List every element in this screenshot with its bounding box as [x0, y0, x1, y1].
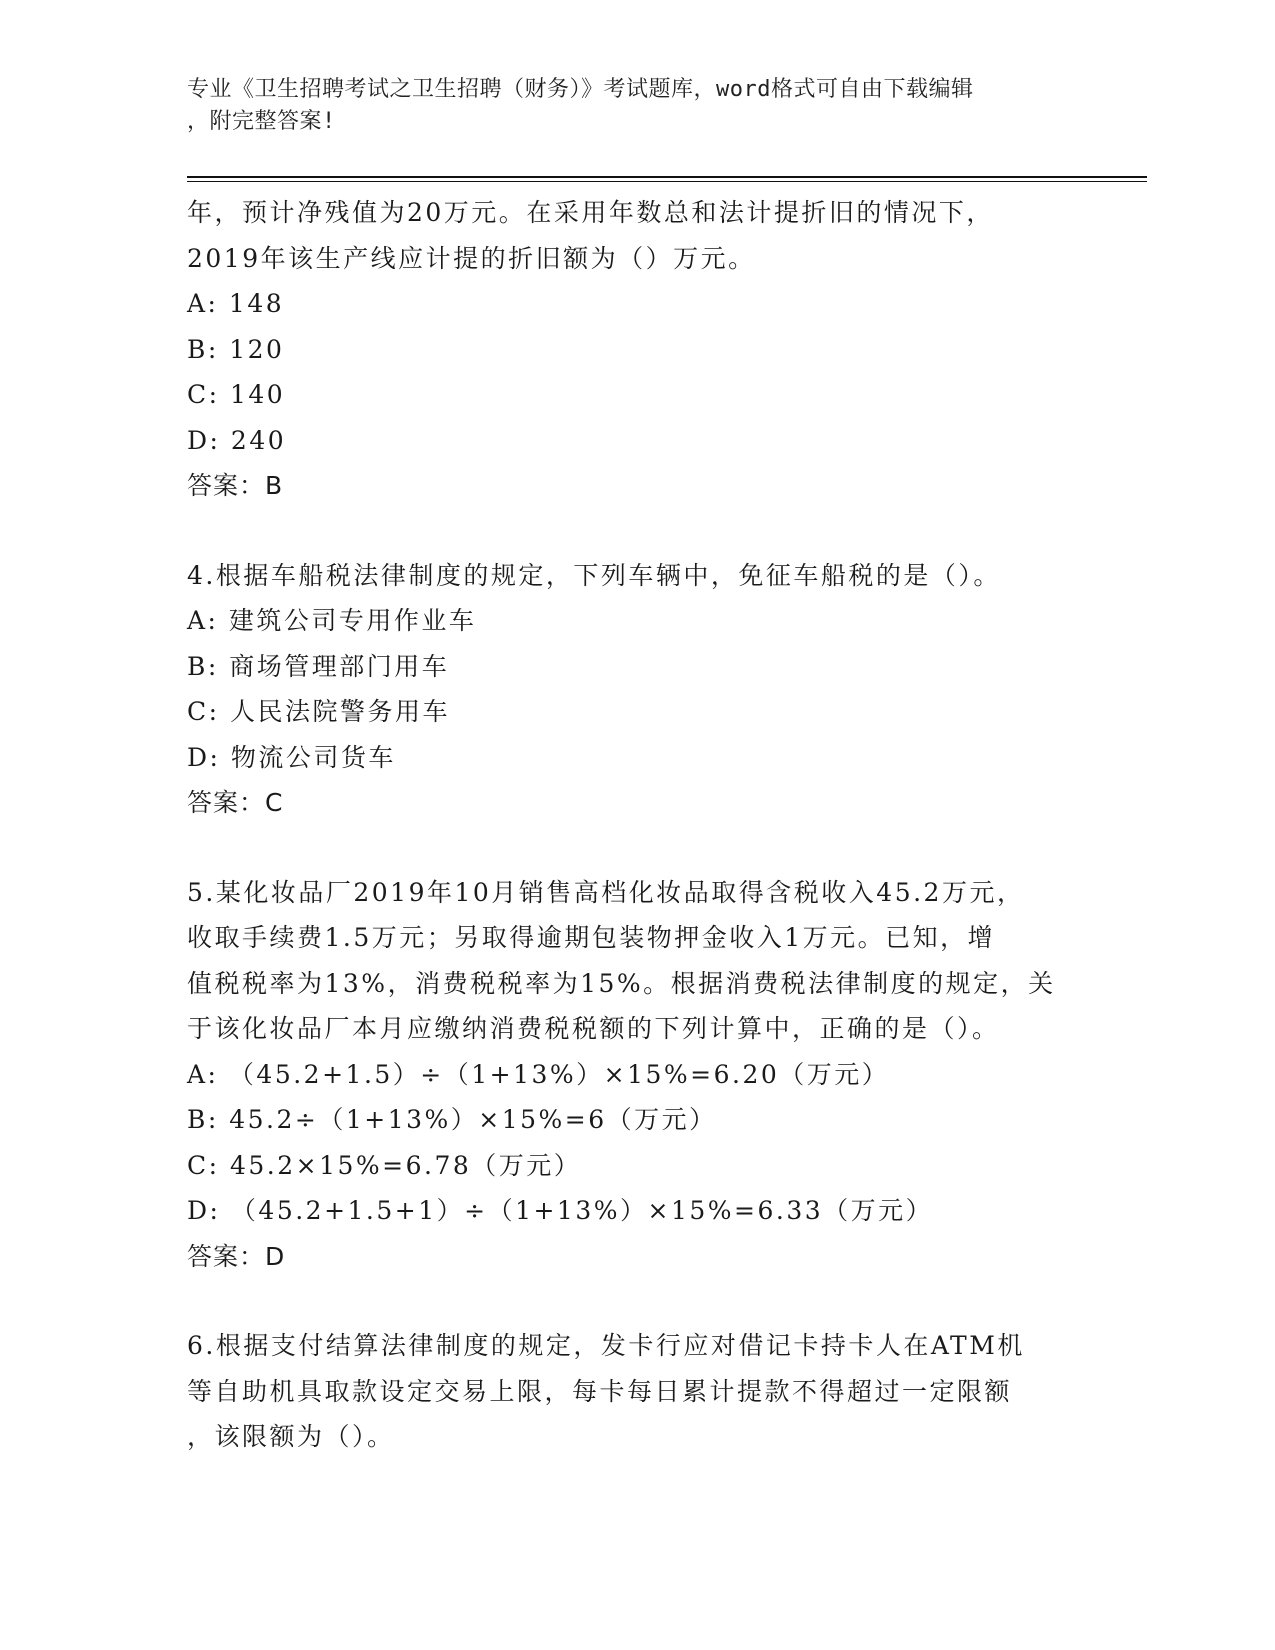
- option-d: D: （45.2+1.5+1）÷（1+13%）×15%=6.33（万元）: [187, 1196, 934, 1225]
- option-b: B: 45.2÷（1+13%）×15%=6（万元）: [187, 1105, 717, 1134]
- question-stem-line: 于该化妆品厂本月应缴纳消费税税额的下列计算中，正确的是（）。: [187, 1014, 1000, 1043]
- header-line-2: ，附完整答案!: [187, 109, 336, 134]
- header-divider-thick: [187, 176, 1147, 178]
- option-d: D: 物流公司货车: [187, 742, 396, 772]
- question-gap: [187, 509, 1087, 553]
- option-c: C: 45.2×15%=6.78（万元）: [187, 1150, 582, 1180]
- option-c: C: 140: [187, 380, 286, 409]
- header-line-1: 专业《卫生招聘考试之卫生招聘（财务）》考试题库，word格式可自由下载编辑: [187, 77, 974, 102]
- question-4: [187, 553, 1087, 826]
- option-a: A: 148: [187, 289, 285, 318]
- question-stem-line: 年，预计净残值为20万元。在采用年数总和法计提折旧的情况下，: [187, 198, 994, 227]
- question-stem-line: 4.根据车船税法律制度的规定，下列车辆中，免征车船税的是（）。: [187, 560, 1001, 590]
- option-c: C: 人民法院警务用车: [187, 697, 450, 726]
- question-stem-line: 收取手续费1.5万元；另取得逾期包装物押金收入1万元。已知，增: [187, 923, 996, 952]
- option-b: B: 商场管理部门用车: [187, 651, 450, 681]
- question-stem-line: 2019年该生产线应计提的折旧额为（）万元。: [187, 243, 756, 273]
- answer-line: 答案：D: [187, 1241, 286, 1271]
- answer-line: 答案：B: [187, 471, 284, 500]
- option-a: A: （45.2+1.5）÷（1+13%）×15%=6.20（万元）: [187, 1059, 890, 1089]
- header-divider-thin: [187, 181, 1147, 182]
- question-stem-line: 5.某化妆品厂2019年10月销售高档化妆品取得含税收入45.2万元，: [187, 877, 1025, 907]
- option-b: B: 120: [187, 334, 285, 364]
- question-stem-line: 值税税率为13%，消费税税率为15%。根据消费税法律制度的规定，关: [187, 968, 1056, 998]
- option-a: A: 建筑公司专用作业车: [187, 606, 477, 635]
- question-stem-line: 6.根据支付结算法律制度的规定，发卡行应对借记卡持卡人在ATM机: [187, 1331, 1025, 1360]
- question-stem-line: 等自助机具取款设定交易上限，每卡每日累计提款不得超过一定限额: [187, 1376, 1013, 1406]
- question-5: [187, 870, 1087, 1280]
- document-body: [187, 190, 1087, 1460]
- answer-line: 答案：C: [187, 788, 284, 817]
- question-gap: [187, 826, 1087, 870]
- option-d: D: 240: [187, 425, 287, 455]
- question-3: [187, 190, 1087, 509]
- question-stem-line: ，该限额为（）。: [187, 1422, 395, 1451]
- question-gap: [187, 1279, 1087, 1323]
- question-6: [187, 1323, 1087, 1460]
- document-header: [187, 74, 1087, 138]
